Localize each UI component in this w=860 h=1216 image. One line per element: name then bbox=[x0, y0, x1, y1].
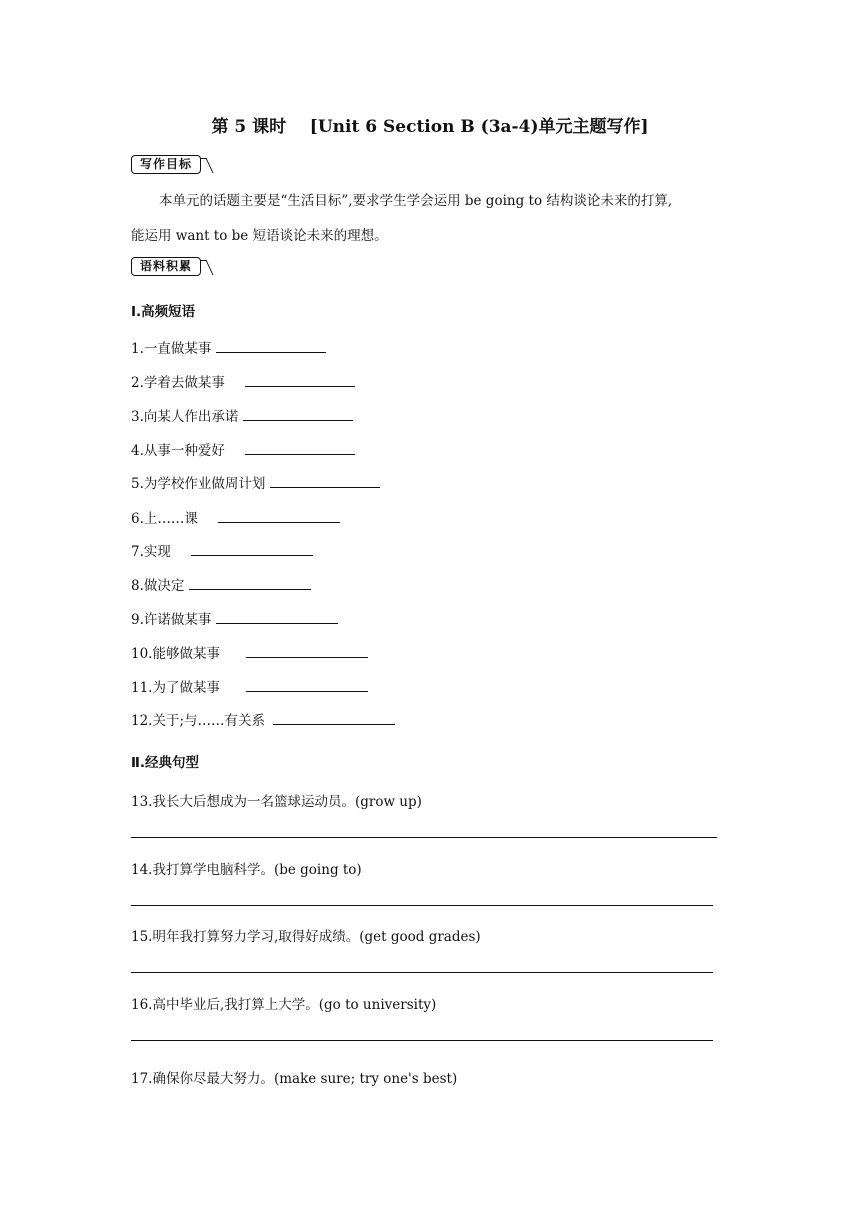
tag-label: 语料积累 bbox=[131, 257, 201, 276]
phrase-item: 1.一直做某事 bbox=[131, 338, 326, 358]
section-heading-phrases: Ⅰ.高频短语 bbox=[131, 304, 196, 320]
tag-writing-goal bbox=[131, 155, 211, 174]
sentence-item: 13.我长大后想成为一名篮球运动员。(grow up) bbox=[131, 794, 422, 810]
answer-line[interactable] bbox=[131, 972, 713, 973]
intro-line-1: 本单元的话题主要是“生活目标”,要求学生学会运用 be going to 结构谈论未来的打算, bbox=[159, 193, 673, 209]
phrase-item: 7.实现 bbox=[131, 541, 313, 561]
answer-blank[interactable] bbox=[216, 338, 326, 353]
answer-blank[interactable] bbox=[273, 710, 395, 725]
phrase-item: 12.关于;与……有关系 bbox=[131, 710, 395, 730]
answer-line[interactable] bbox=[131, 1040, 713, 1041]
phrase-item: 8.做决定 bbox=[131, 575, 311, 595]
tag-label: 写作目标 bbox=[131, 155, 201, 174]
page-title: 第 5 课时 [Unit 6 Section B (3a-4)单元主题写作] bbox=[211, 117, 649, 137]
answer-line[interactable] bbox=[131, 837, 717, 838]
phrase-item: 5.为学校作业做周计划 bbox=[131, 473, 380, 493]
phrase-item: 3.向某人作出承诺 bbox=[131, 406, 353, 426]
phrase-item: 10.能够做某事 bbox=[131, 643, 368, 663]
sentence-item: 17.确保你尽最大努力。(make sure; try one's best) bbox=[131, 1071, 458, 1087]
phrase-item: 6.上……课 bbox=[131, 508, 340, 528]
answer-blank[interactable] bbox=[218, 508, 340, 523]
phrase-item: 2.学着去做某事 bbox=[131, 372, 355, 392]
answer-line[interactable] bbox=[131, 905, 713, 906]
phrase-item: 4.从事一种爱好 bbox=[131, 440, 355, 460]
answer-blank[interactable] bbox=[216, 609, 338, 624]
answer-blank[interactable] bbox=[243, 406, 353, 421]
sentence-item: 15.明年我打算努力学习,取得好成绩。(get good grades) bbox=[131, 929, 481, 945]
answer-blank[interactable] bbox=[270, 473, 380, 488]
phrase-item: 9.许诺做某事 bbox=[131, 609, 338, 629]
sentence-item: 14.我打算学电脑科学。(be going to) bbox=[131, 862, 362, 878]
answer-blank[interactable] bbox=[246, 643, 368, 658]
answer-blank[interactable] bbox=[246, 677, 368, 692]
phrase-item: 11.为了做某事 bbox=[131, 677, 368, 697]
answer-blank[interactable] bbox=[191, 541, 313, 556]
answer-blank[interactable] bbox=[245, 440, 355, 455]
answer-blank[interactable] bbox=[245, 372, 355, 387]
answer-blank[interactable] bbox=[189, 575, 311, 590]
tag-corpus bbox=[131, 257, 211, 276]
section-heading-sentences: Ⅱ.经典句型 bbox=[131, 755, 200, 771]
intro-line-2: 能运用 want to be 短语谈论未来的理想。 bbox=[131, 228, 388, 244]
sentence-item: 16.高中毕业后,我打算上大学。(go to university) bbox=[131, 997, 437, 1013]
